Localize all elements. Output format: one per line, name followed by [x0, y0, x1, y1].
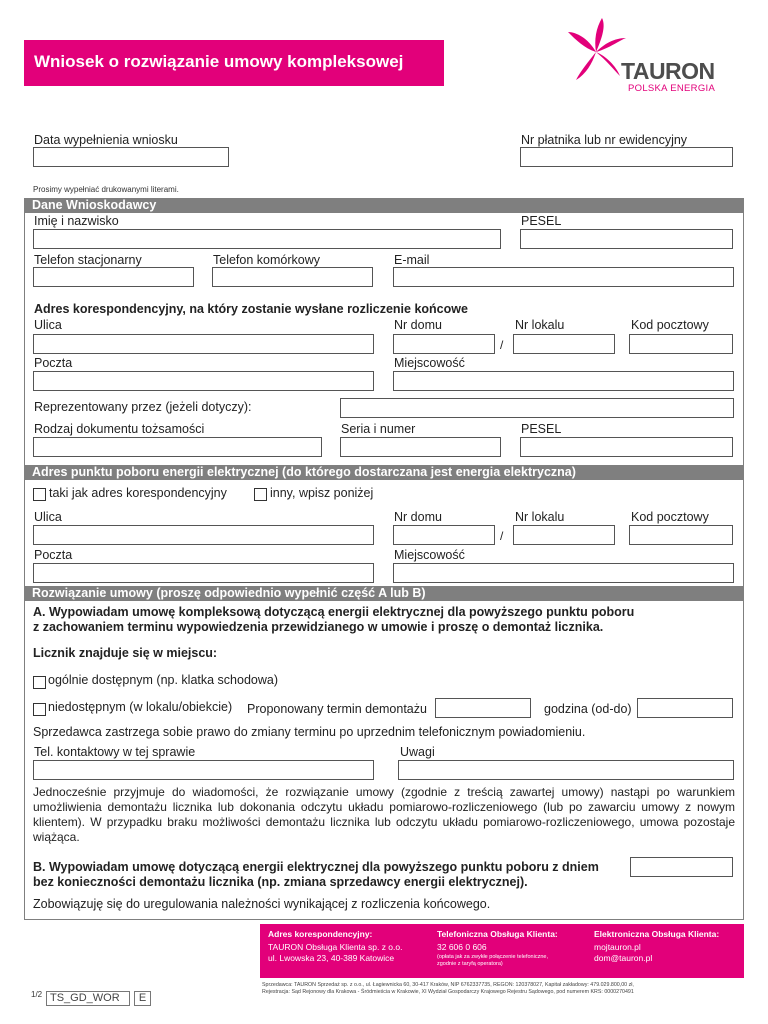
- meter-private-checkbox[interactable]: [33, 703, 46, 716]
- house-number-label: Nr domu: [394, 318, 442, 332]
- flat-number-label: Nr lokalu: [515, 318, 565, 332]
- pesel-2-label: PESEL: [521, 422, 562, 436]
- supply-street-label: Ulica: [34, 510, 62, 524]
- contact-phone-input[interactable]: [33, 760, 374, 780]
- mailing-address-heading: Adres korespondencyjny, na który zostanie wysłane rozliczenie końcowe: [34, 302, 468, 316]
- tauron-logo-icon: [566, 18, 626, 82]
- footer-phone-number: 32 606 0 606: [437, 942, 487, 952]
- footer-online-site[interactable]: mojtauron.pl: [594, 942, 641, 952]
- mobile-label: Telefon komórkowy: [213, 253, 320, 267]
- id-series-input[interactable]: [340, 437, 501, 457]
- meter-public-label: ogólnie dostępnym (np. klatka schodowa): [48, 673, 278, 687]
- footer-online-email[interactable]: dom@tauron.pl: [594, 953, 653, 963]
- supply-flat-input[interactable]: [513, 525, 615, 545]
- footer-phone-title: Telefoniczna Obsługa Klienta:: [437, 929, 558, 939]
- name-input[interactable]: [33, 229, 501, 249]
- page-number: 1/2: [31, 990, 43, 999]
- contact-phone-label: Tel. kontaktowy w tej sprawie: [34, 745, 196, 759]
- form-code: TS_GD_WOR: [46, 991, 130, 1006]
- supply-number-separator: /: [500, 529, 504, 543]
- print-note: Prosimy wypełniać drukowanymi literami.: [33, 185, 179, 194]
- option-b-date-input[interactable]: [630, 857, 733, 877]
- id-document-input[interactable]: [33, 437, 322, 457]
- footer-address-line-2: ul. Lwowska 23, 40-389 Katowice: [268, 953, 395, 963]
- section-termination: Rozwiązanie umowy (proszę odpowiednio wypełnić część A lub B): [24, 586, 744, 601]
- supply-flat-label: Nr lokalu: [515, 510, 565, 524]
- payer-number-input[interactable]: [520, 147, 733, 167]
- id-document-label: Rodzaj dokumentu tożsamości: [34, 422, 205, 436]
- supply-zip-label: Kod pocztowy: [631, 510, 709, 524]
- remarks-input[interactable]: [398, 760, 734, 780]
- option-b-line-2: bez konieczności demontażu licznika (np. zmiana sprzedawcy energii elektrycznej).: [33, 875, 528, 889]
- supply-post-label: Poczta: [34, 548, 73, 562]
- landline-label: Telefon stacjonarny: [34, 253, 142, 267]
- section-supply-point: Adres punktu poboru energii elektrycznej (do którego dostarczana jest energia elektryczna): [24, 465, 744, 480]
- remarks-label: Uwagi: [400, 745, 435, 759]
- representative-input[interactable]: [340, 398, 734, 418]
- info-paragraph: Jednocześnie przyjmuje do wiadomości, że rozwiązanie umowy (zgodnie z treścią zawartej umowy) nastąpi po warunkiem umożliwienia demontażu licznika lub dokonania odczytu układu pomiarowo-rozliczeniowego (lub po zawarciu umowy z nowym klientem). W przypadku braku możliwości demontażu licznika lub odczytu układu pomiarowo-rozliczeniowego, umowa pozostaje wiążąca.: [33, 785, 735, 844]
- street-input[interactable]: [33, 334, 374, 354]
- payer-number-label: Nr płatnika lub nr ewidencyjny: [521, 133, 688, 147]
- supply-house-label: Nr domu: [394, 510, 442, 524]
- date-input[interactable]: [33, 147, 229, 167]
- footer-phone-note-2: zgodnie z taryfą operatora): [437, 961, 503, 967]
- option-b-line-1: B. Wypowiadam umowę dotyczącą energii elektrycznej dla powyższego punktu poboru z dniem: [33, 860, 599, 874]
- hour-range-label: godzina (od-do): [544, 702, 632, 716]
- mobile-input[interactable]: [212, 267, 373, 287]
- footer-phone-note-1: (opłata jak za zwykłe połączenie telefoniczne,: [437, 954, 548, 960]
- meter-private-label: niedostępnym (w lokalu/obiekcie): [48, 700, 233, 714]
- brand-subtitle: POLSKA ENERGIA: [628, 83, 716, 94]
- email-input[interactable]: [393, 267, 734, 287]
- supply-house-input[interactable]: [393, 525, 495, 545]
- flat-number-input[interactable]: [513, 334, 615, 354]
- representative-label: Reprezentowany przez (jeżeli dotyczy):: [34, 400, 252, 414]
- meter-public-checkbox[interactable]: [33, 676, 46, 689]
- option-a-line-1: A. Wypowiadam umowę kompleksową dotyczącą energii elektrycznej dla powyższego punktu poboru: [33, 605, 635, 619]
- pesel-2-input[interactable]: [520, 437, 733, 457]
- footer-online-title: Elektroniczna Obsługa Klienta:: [594, 929, 720, 939]
- meter-location-heading: Licznik znajduje się w miejscu:: [33, 646, 218, 660]
- pesel-input[interactable]: [520, 229, 733, 249]
- email-label: E-mail: [394, 253, 430, 267]
- street-label: Ulica: [34, 318, 62, 332]
- city-input[interactable]: [393, 371, 734, 391]
- dismantle-date-input[interactable]: [435, 698, 531, 718]
- post-office-input[interactable]: [33, 371, 374, 391]
- house-number-input[interactable]: [393, 334, 495, 354]
- supply-city-input[interactable]: [393, 563, 734, 583]
- id-series-label: Seria i numer: [341, 422, 416, 436]
- footer-address-line-1: TAURON Obsługa Klienta sp. z o.o.: [268, 942, 403, 952]
- option-a-line-2: z zachowaniem terminu wypowiedzenia przewidzianego w umowie i proszę o demontaż licznika.: [33, 620, 604, 634]
- dismantle-date-label: Proponowany termin demontażu: [247, 702, 427, 716]
- hour-range-input[interactable]: [637, 698, 733, 718]
- supply-street-input[interactable]: [33, 525, 374, 545]
- reschedule-note: Sprzedawca zastrzega sobie prawo do zmiany terminu po uprzednim telefonicznym powiadomieniu.: [33, 725, 586, 739]
- same-address-label: taki jak adres korespondencyjny: [49, 486, 227, 500]
- brand-name: TAURON: [621, 58, 715, 84]
- name-label: Imię i nazwisko: [34, 214, 119, 228]
- other-address-label: inny, wpisz poniżej: [270, 486, 374, 500]
- section-applicant: Dane Wnioskodawcy: [24, 198, 744, 213]
- landline-input[interactable]: [33, 267, 194, 287]
- city-label: Miejscowość: [394, 356, 465, 370]
- supply-zip-input[interactable]: [629, 525, 733, 545]
- other-address-checkbox[interactable]: [254, 488, 267, 501]
- legal-line-1: Sprzedawca: TAURON Sprzedaż sp. z o.o., ul. Łagiewnicka 60, 30-417 Kraków, NIP 6762337735, REGON: 120378027, Kapitał zakładowy: 479.029.800,00 zł,: [262, 982, 634, 988]
- supply-post-input[interactable]: [33, 563, 374, 583]
- date-label: Data wypełnienia wniosku: [34, 133, 178, 147]
- legal-line-2: Rejestracja: Sąd Rejonowy dla Krakowa - Śródmieścia w Krakowie, XI Wydział Gospodarczy Krajowego Rejestru Sądowego, pod numerem KRS: 0000270491: [262, 989, 634, 995]
- zip-input[interactable]: [629, 334, 733, 354]
- form-code-suffix: E: [134, 991, 151, 1006]
- same-address-checkbox[interactable]: [33, 488, 46, 501]
- pesel-label: PESEL: [521, 214, 562, 228]
- number-separator: /: [500, 338, 504, 352]
- settlement-obligation: Zobowiązuję się do uregulowania należności wynikającej z rozliczenia końcowego.: [33, 897, 491, 911]
- supply-city-label: Miejscowość: [394, 548, 465, 562]
- footer-address-title: Adres korespondencyjny:: [268, 929, 373, 939]
- post-office-label: Poczta: [34, 356, 73, 370]
- form-title: Wniosek o rozwiązanie umowy kompleksowej: [34, 52, 404, 71]
- zip-label: Kod pocztowy: [631, 318, 709, 332]
